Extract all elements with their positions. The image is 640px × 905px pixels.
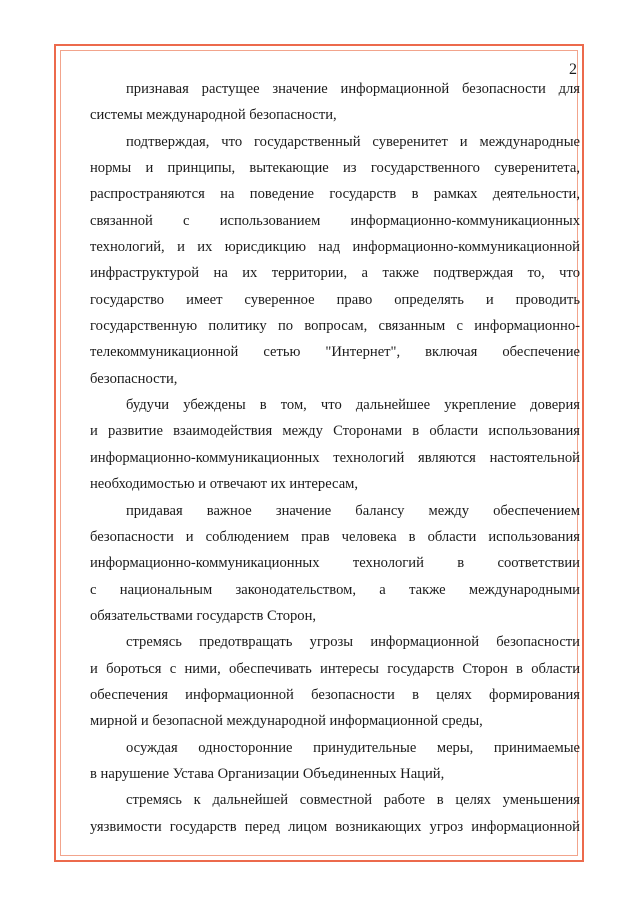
text-line: мирной и безопасной международной информационной среды, (90, 713, 483, 730)
text-line: телекоммуникационной сетью "Интернет", включая обеспечение (90, 344, 580, 361)
paragraph (90, 787, 580, 840)
text-line: стремясь предотвращать угрозы информационной безопасности (126, 634, 580, 651)
text-line: и развитие взаимодействия между Сторонами в области использования (90, 423, 580, 440)
text-line: нормы и принципы, вытекающие из государственного суверенитета, (90, 160, 580, 177)
document-body (90, 76, 580, 840)
text-line: информационно-коммуникационных технологий являются настоятельной (90, 449, 580, 466)
text-line: системы международной безопасности, (90, 107, 337, 124)
text-line: уязвимости государств перед лицом возникающих угроз информационной (90, 818, 580, 835)
text-line: государство имеет суверенное право определять и проводить (90, 291, 580, 308)
text-line: обязательствами государств Сторон, (90, 607, 317, 624)
text-line: безопасности и соблюдением прав человека в области использования (90, 528, 580, 545)
text-line: признавая растущее значение информационной безопасности для (126, 81, 580, 97)
text-line: и бороться с ними, обеспечивать интересы государств Сторон в области (90, 660, 580, 677)
paragraph (90, 498, 580, 630)
paragraph (90, 735, 580, 788)
paragraph (90, 392, 580, 497)
text-line: безопасности, (90, 370, 178, 387)
text-line: обеспечения информационной безопасности в целях формирования (90, 686, 580, 703)
text-line: подтверждая, что государственный суверенитет и международные (126, 133, 580, 150)
text-line: технологий, и их юрисдикцию над информационно-коммуникационной (90, 239, 580, 256)
text-line: информационно-коммуникационных технологий в соответствии (90, 555, 580, 572)
text-line: распространяются на поведение государств в рамках деятельности, (90, 186, 580, 203)
paragraph (90, 129, 580, 392)
text-line: государственную политику по вопросам, связанным с информационно- (90, 318, 580, 335)
text-line: связанной с использованием информационно-коммуникационных (90, 212, 580, 229)
text-line: в нарушение Устава Организации Объединенных Наций, (90, 765, 445, 782)
text-line: с национальным законодательством, а также международными (90, 581, 580, 598)
text-line: придавая важное значение балансу между обеспечением (126, 502, 580, 519)
text-line: необходимостью и отвечают их интересам, (90, 476, 359, 493)
paragraph (90, 629, 580, 734)
page-number: 2 (569, 61, 577, 78)
text-line: осуждая односторонние принудительные меры, принимаемые (126, 739, 580, 756)
text-line: стремясь к дальнейшей совместной работе в целях уменьшения (126, 792, 580, 809)
text-line: инфраструктурой на их территории, а также подтверждая то, что (90, 265, 580, 282)
text-line: будучи убеждены в том, что дальнейшее укрепление доверия (126, 397, 580, 414)
paragraph (90, 76, 580, 129)
